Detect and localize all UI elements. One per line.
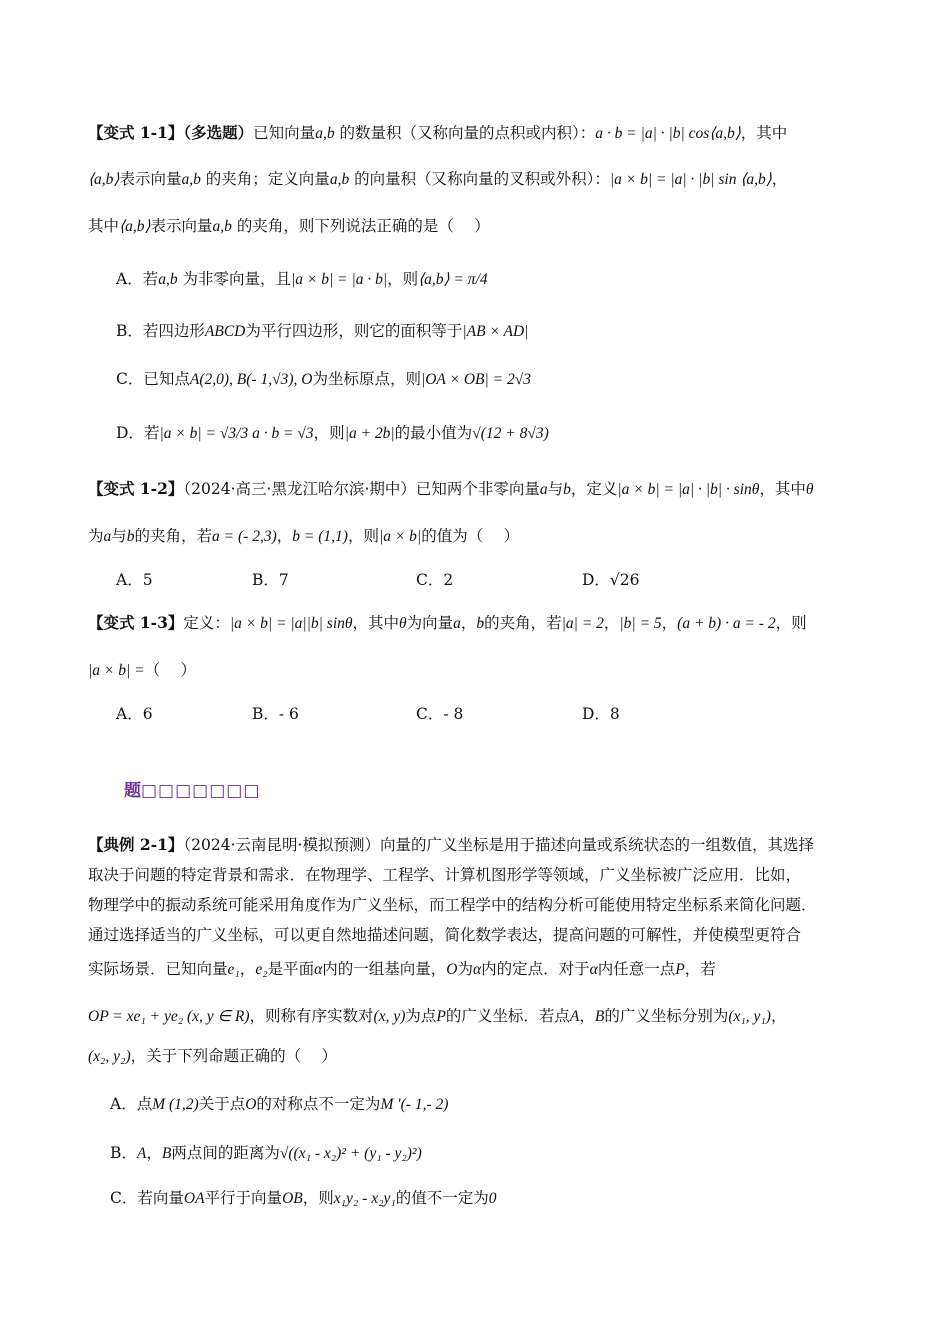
example-2-1-option-c	[110, 1187, 497, 1210]
text: ，则	[347, 527, 379, 545]
example-2-1-line-1	[88, 834, 890, 856]
variant-1-3-tag: 【变式 1-3】	[88, 613, 184, 632]
math: |a × b| = |a · b|	[291, 271, 388, 288]
math: |AB × AD|	[462, 323, 529, 340]
text: 为	[88, 527, 104, 545]
variant-1-1-line-1	[88, 122, 890, 145]
variant-1-2-option-a: A．5	[116, 571, 153, 589]
math: (x₂, y₂)	[88, 1048, 131, 1065]
math: e₂	[255, 961, 268, 978]
text: 的向量积（又称向量的叉积或外积）：	[349, 170, 610, 188]
math: ⟨a,b⟩ = π/4	[418, 271, 488, 288]
variant-1-3-option-a: A．6	[116, 705, 153, 723]
text: ，	[579, 1007, 595, 1025]
text: 为向量	[406, 614, 454, 632]
example-2-1-line-6	[88, 1005, 890, 1028]
math: θ	[399, 615, 407, 632]
text: 为坐标原点，则	[312, 370, 421, 388]
math: (a + b) · a = - 2	[677, 615, 776, 632]
math: b	[563, 481, 571, 498]
math-dot-product-formula: a · b = |a| · |b| cos⟨a,b⟩	[595, 125, 741, 142]
text: ，其中	[740, 124, 788, 142]
text: 的值不一定为	[395, 1189, 489, 1207]
text: （ ）	[144, 661, 197, 679]
text: ，则	[313, 424, 345, 442]
math: |a × b| = √3/3 a · b = √3	[159, 425, 314, 442]
math: a	[453, 615, 461, 632]
text: 的夹角，则下列说法正确的是（ ）	[231, 217, 490, 235]
text: 与	[547, 480, 564, 498]
text: 的广义坐标．若点	[445, 1007, 570, 1025]
text: 与	[111, 527, 127, 545]
text: ，	[603, 614, 620, 632]
math: OA	[183, 1190, 205, 1207]
example-2-1-option-b	[110, 1142, 422, 1165]
math: α	[314, 961, 323, 978]
variant-1-2-line-2	[88, 525, 890, 548]
example-2-1-line-4: 通过选择适当的广义坐标，可以更自然地描述问题，简化数学表达，提高问题的可解性，并使模型更符合	[88, 926, 802, 944]
math: α	[589, 961, 598, 978]
variant-1-3-line-2	[88, 659, 890, 682]
math: OB	[282, 1190, 303, 1207]
text: ，定义	[570, 480, 618, 498]
math: |a × b|	[378, 528, 422, 545]
variant-1-3-line-1	[88, 612, 890, 635]
math: |a × b| = |a||b| sinθ	[229, 615, 353, 632]
variant-1-1-option-a	[116, 268, 488, 291]
text: 内的一组基向量，	[322, 960, 447, 978]
option-label: A．点	[110, 1095, 153, 1113]
math: |a| = 2	[561, 615, 604, 632]
heading-char: 题	[124, 781, 141, 801]
math: x₁y₂ - x₂y₁	[333, 1190, 396, 1207]
math: A	[136, 1145, 147, 1162]
math: a,b	[181, 171, 201, 188]
math: b = (1,1)	[292, 528, 348, 545]
text: ，	[276, 527, 293, 545]
math: B	[594, 1008, 605, 1025]
text: 是平面	[267, 960, 315, 978]
text: 定义：	[183, 614, 230, 632]
variant-1-1-option-c	[116, 368, 531, 391]
text: 表示向量	[119, 170, 182, 188]
text: 关于点	[198, 1095, 246, 1113]
math: a	[539, 481, 548, 498]
variant-1-2-option-d: D．√26	[582, 571, 640, 589]
math: ABCD	[204, 323, 246, 340]
math: B	[161, 1145, 172, 1162]
variant-1-3-option-b: B．- 6	[252, 705, 299, 723]
example-2-1-line-3: 物理学中的振动系统可能采用角度作为广义坐标，而工程学中的结构分析可能使用特定坐标系来简化问题．	[88, 896, 817, 914]
math: a,b	[212, 218, 232, 235]
section-heading	[124, 776, 260, 801]
math: O	[245, 1096, 257, 1113]
example-2-1-line-7	[88, 1045, 890, 1068]
text: ，其中	[759, 480, 806, 498]
text: ，若	[684, 960, 716, 978]
example-2-1-option-a	[110, 1093, 448, 1116]
math: ⟨a,b⟩	[88, 171, 120, 188]
math: a,b	[329, 171, 350, 188]
text: 的值为（ ）	[421, 527, 520, 545]
variant-1-1-option-b	[116, 320, 528, 343]
math: √(12 + 8√3)	[472, 425, 549, 442]
option-label: C．若向量	[110, 1189, 184, 1207]
math: M (1,2)	[152, 1096, 199, 1113]
math: e₁	[227, 961, 240, 978]
text: 内任意一点	[597, 960, 676, 978]
math: θ	[805, 481, 814, 498]
math: 0	[488, 1190, 497, 1207]
variant-1-2-option-b: B．7	[252, 571, 289, 589]
text: ，则	[775, 614, 807, 632]
option-label: C．已知点	[116, 370, 190, 388]
math: α	[472, 961, 482, 978]
text: ，	[770, 1007, 787, 1025]
math: A	[569, 1008, 580, 1025]
math: |a + 2b|	[344, 425, 395, 442]
math: (x₁, y₁)	[728, 1008, 771, 1025]
text: ，	[146, 1144, 162, 1162]
variant-1-2-option-c: C．2	[416, 571, 454, 589]
math: OP = xe₁ + ye₂ (x, y ∈ R)	[88, 1008, 250, 1025]
math: b	[126, 528, 135, 545]
example-2-1-line-2: 取决于问题的特定背景和需求．在物理学、工程学、计算机图形学等领域，广义坐标被广泛应用．比如，	[88, 866, 802, 884]
math: M ′(- 1,- 2)	[380, 1096, 449, 1113]
text: （2024·高三·黑龙江哈尔滨·期中）已知两个非零向量	[183, 480, 540, 498]
example-2-1-tag: 【典例 2-1】	[88, 835, 184, 854]
text: 的数量积（又称向量的点积或内积）：	[334, 124, 596, 142]
text: 为非零向量，且	[177, 270, 292, 288]
math: (x, y)	[373, 1008, 406, 1025]
math: P	[436, 1008, 446, 1025]
math: P	[675, 961, 685, 978]
math-cross-product-formula: |a × b| = |a| · |b| sin ⟨a,b⟩	[609, 171, 772, 188]
math: a,b	[315, 125, 335, 142]
text: 已知向量	[253, 124, 316, 142]
text: 的最小值为	[394, 424, 473, 442]
variant-1-1-option-d	[116, 422, 549, 445]
multi-select-label: （多选题）	[183, 123, 254, 142]
math: A(2,0), B(- 1,√3), O	[189, 371, 313, 388]
text: ，	[460, 614, 477, 632]
math: a = (- 2,3)	[212, 528, 277, 545]
text: 表示向量	[150, 217, 213, 235]
text: 其中	[88, 217, 120, 235]
variant-1-3-option-c: C．- 8	[416, 705, 464, 723]
text: ，	[771, 170, 788, 188]
heading-missing-glyphs: □□□□□□□	[141, 781, 261, 801]
text: ，则	[302, 1189, 334, 1207]
math: |a × b| = |a| · |b| · sinθ	[617, 481, 760, 498]
variant-1-1-tag: 【变式 1-1】	[88, 123, 184, 142]
text: 内的定点．对于	[481, 960, 590, 978]
text: 的广义坐标分别为	[604, 1007, 729, 1025]
option-label: B．	[110, 1144, 137, 1162]
text: 的夹角，若	[484, 614, 562, 632]
math: ⟨a,b⟩	[119, 218, 151, 235]
text: 实际场景．已知向量	[88, 960, 228, 978]
text: 为平行四边形，则它的面积等于	[245, 322, 463, 340]
text: 的对称点不一定为	[256, 1095, 381, 1113]
variant-1-2-line-1	[88, 478, 890, 501]
variant-1-1-line-2	[88, 168, 890, 191]
text: 两点间的距离为	[171, 1144, 280, 1162]
math: |OA × OB| = 2√3	[420, 371, 531, 388]
text: ，则称有序实数对	[249, 1007, 374, 1025]
text: ，则	[387, 270, 419, 288]
text: （2024·云南昆明·模拟预测）向量的广义坐标是用于描述向量或系统状态的一组数值，其选择	[183, 836, 814, 854]
example-2-1-line-5	[88, 958, 890, 981]
math: √((x₁ - x₂)² + (y₁ - y₂)²)	[279, 1145, 422, 1162]
math: O	[446, 961, 458, 978]
variant-1-1-line-3	[88, 215, 890, 238]
text: ，其中	[352, 614, 399, 632]
math: |a × b| =	[88, 662, 145, 679]
option-label: A．若	[116, 270, 159, 288]
variant-1-2-tag: 【变式 1-2】	[88, 479, 184, 498]
text: ，	[239, 960, 256, 978]
text: 的夹角；定义向量	[200, 170, 330, 188]
math: |b| = 5	[619, 615, 662, 632]
math: a	[103, 528, 112, 545]
math: b	[476, 615, 485, 632]
text: 平行于向量	[204, 1189, 283, 1207]
option-label: B．若四边形	[116, 322, 205, 340]
text: 为点	[405, 1007, 437, 1025]
math: a,b	[158, 271, 178, 288]
text: 为	[457, 960, 473, 978]
text: ，	[661, 614, 678, 632]
text: 的夹角，若	[134, 527, 213, 545]
text: ，关于下列命题正确的（ ）	[130, 1047, 338, 1065]
variant-1-3-option-d: D．8	[582, 705, 620, 723]
option-label: D．若	[116, 424, 160, 442]
